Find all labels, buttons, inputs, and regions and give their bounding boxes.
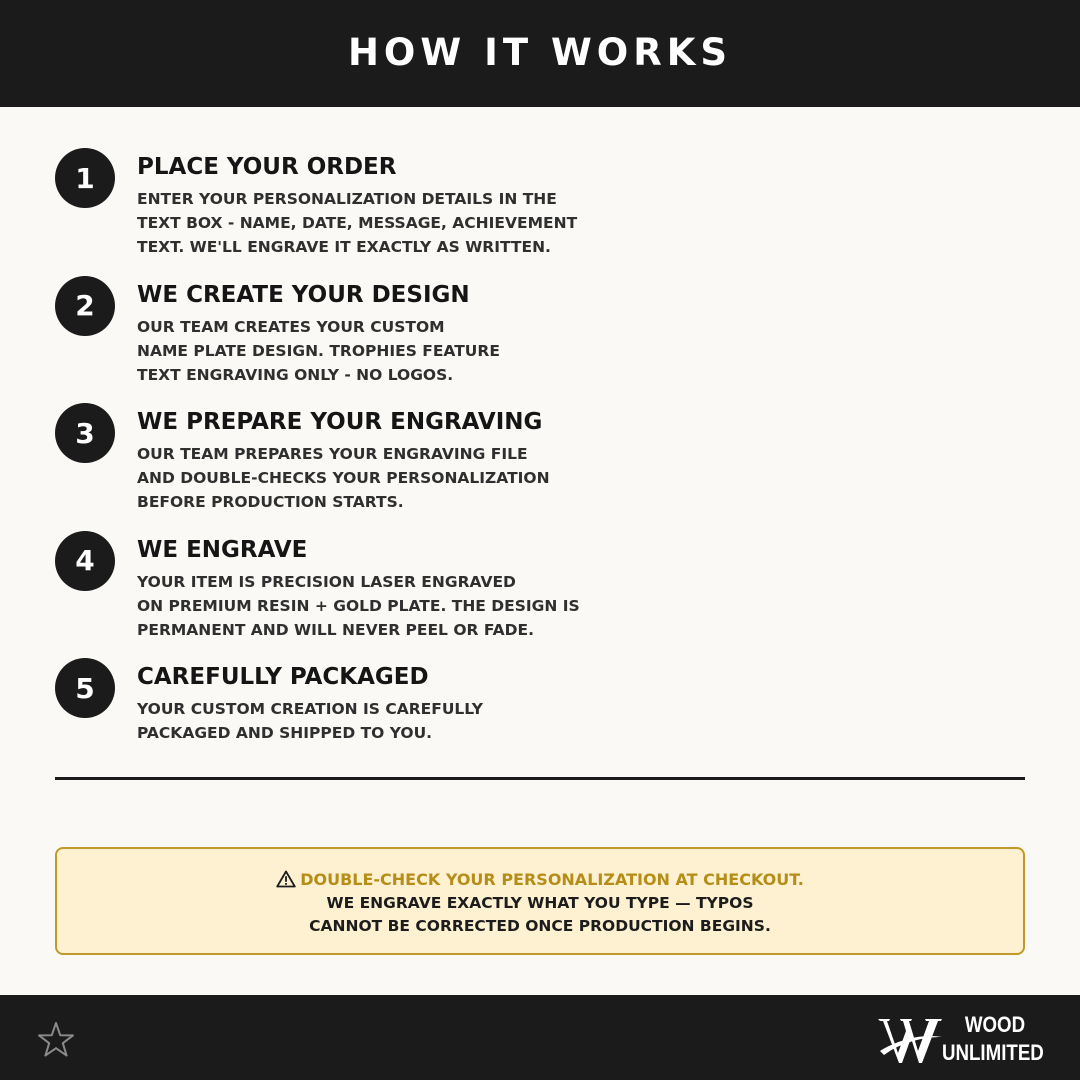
step-content (137, 152, 657, 259)
step-item (55, 531, 1025, 659)
logo-wordmark (942, 1011, 1048, 1067)
step-number-badge: 4 (55, 531, 115, 591)
step-item (55, 403, 1025, 531)
step-title: WE CREATE YOUR DESIGN (137, 281, 470, 308)
step-title: WE PREPARE YOUR ENGRAVING (137, 409, 543, 435)
brand-logo (876, 1009, 1052, 1069)
step-item (55, 276, 1025, 404)
step-content (137, 407, 657, 514)
checkout-notice (55, 847, 1025, 955)
page-title: HOW IT WORKS (347, 31, 733, 74)
logo-word-wood: WOOD (964, 1012, 1026, 1037)
warning-icon (276, 870, 296, 888)
notice-headline-row (57, 868, 1023, 892)
step-content (137, 662, 657, 745)
step-item (55, 148, 1025, 276)
step-item (55, 658, 1025, 786)
step-content (137, 535, 657, 642)
step-description: OUR TEAM CREATES YOUR CUSTOM NAME PLATE DESIGN. TROPHIES FEATURE TEXT ENGRAVING ONLY - NO LOGOS. (137, 317, 500, 384)
star-icon (36, 1020, 76, 1060)
step-title: CAREFULLY PACKAGED (137, 664, 429, 690)
notice-headline: DOUBLE-CHECK YOUR PERSONALIZATION AT CHECKOUT. (300, 870, 804, 889)
step-number-badge: 5 (55, 658, 115, 718)
step-description: ENTER YOUR PERSONALIZATION DETAILS IN THE TEXT BOX - NAME, DATE, MESSAGE, ACHIEVEMENT TEXT. WE'LL ENGRAVE IT EXACTLY AS WRITTEN. (137, 190, 578, 256)
step-description: YOUR ITEM IS PRECISION LASER ENGRAVED ON PREMIUM RESIN + GOLD PLATE. THE DESIGN IS PERMANENT AND WILL NEVER PEEL OR FADE. (137, 572, 580, 639)
step-content (137, 280, 657, 387)
step-number-badge: 1 (55, 148, 115, 208)
step-description: YOUR CUSTOM CREATION IS CAREFULLY PACKAGED AND SHIPPED TO YOU. (137, 700, 483, 742)
steps-list (55, 148, 1025, 786)
step-number-badge: 2 (55, 276, 115, 336)
footer-bar (0, 995, 1080, 1080)
step-number-badge: 3 (55, 403, 115, 463)
section-divider (55, 777, 1025, 780)
logo-word-unlimited: UNLIMITED (942, 1040, 1044, 1065)
logo-w-mark (876, 1011, 944, 1067)
step-description: OUR TEAM PREPARES YOUR ENGRAVING FILE AND DOUBLE-CHECKS YOUR PERSONALIZATION BEFORE PRODUCTION STARTS. (137, 445, 550, 511)
step-title: PLACE YOUR ORDER (137, 154, 397, 180)
step-title: WE ENGRAVE (137, 536, 308, 563)
notice-body: WE ENGRAVE EXACTLY WHAT YOU TYPE — TYPOS CANNOT BE CORRECTED ONCE PRODUCTION BEGINS. (309, 894, 771, 935)
header-bar (0, 0, 1080, 107)
